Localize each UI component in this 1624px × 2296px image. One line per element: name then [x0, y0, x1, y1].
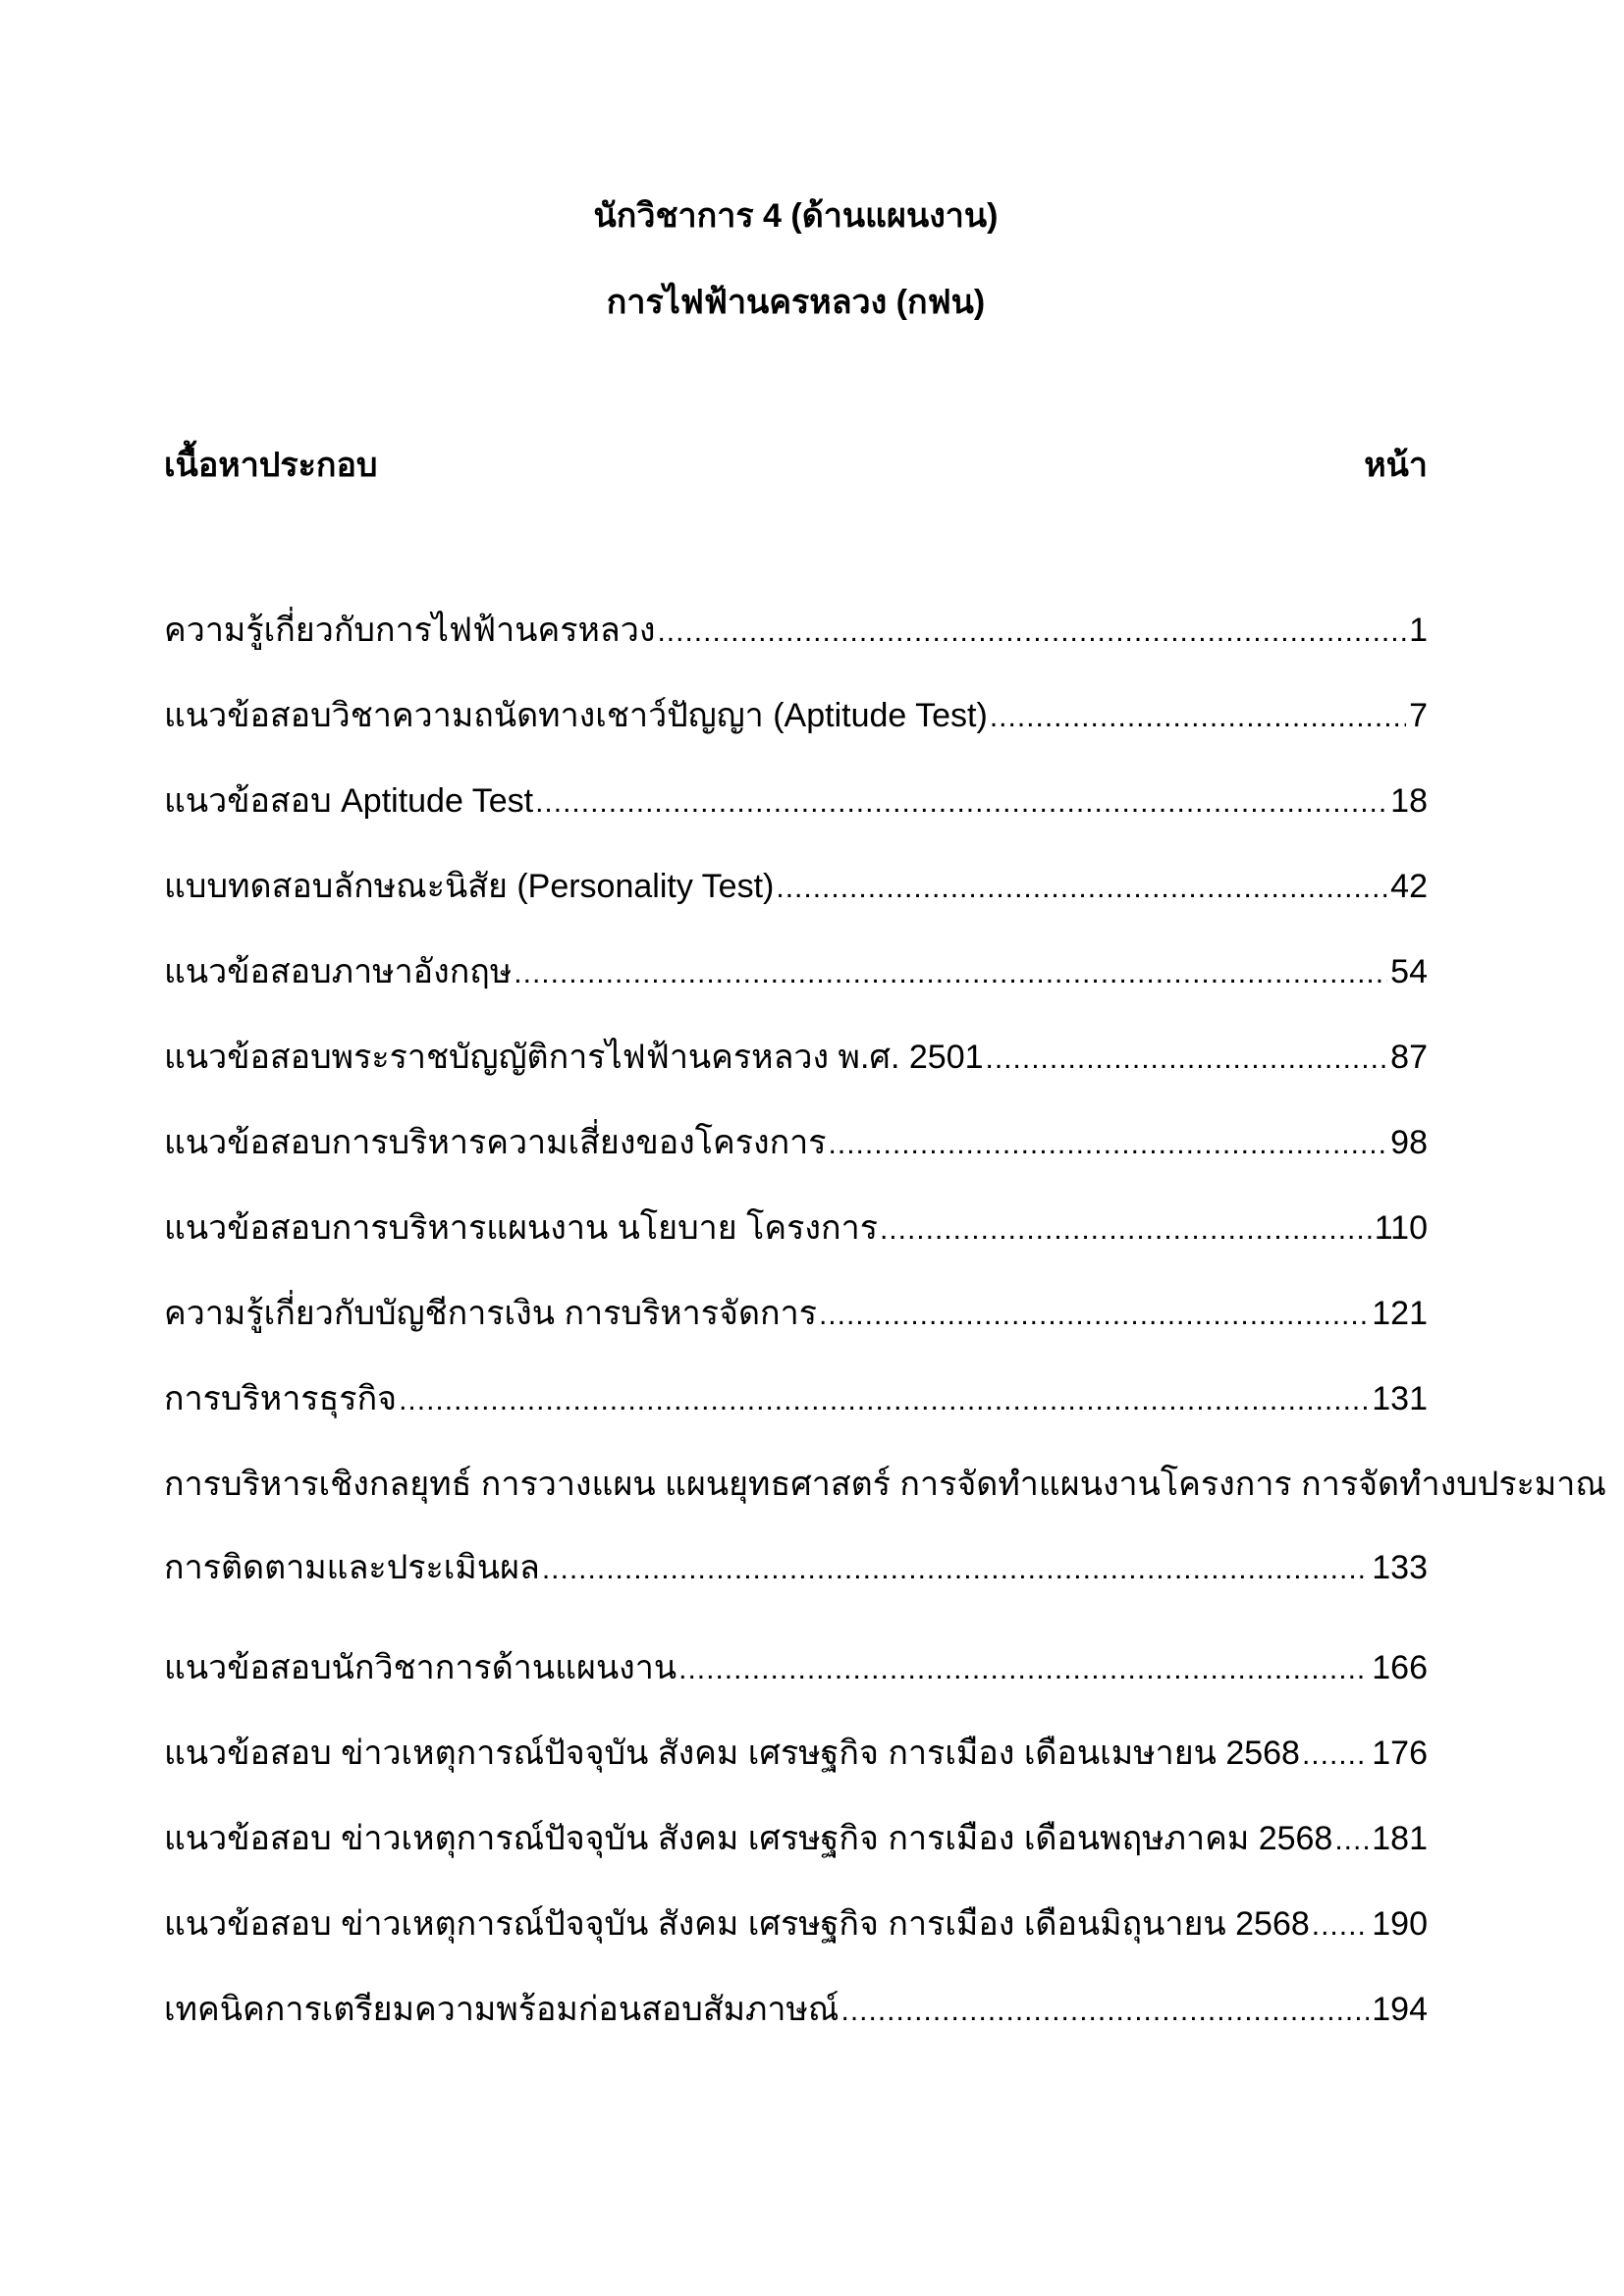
toc-entry-title: แนวข้อสอบ ข่าวเหตุการณ์ปัจจุบัน สังคม เศรษฐกิจ การเมือง เดือนเมษายน 2568: [164, 1735, 1300, 1772]
toc-entry-row: [164, 863, 1428, 912]
toc-entry-page-number: 190: [1372, 1905, 1428, 1943]
toc-leader-dots: [776, 865, 1387, 912]
toc-leader-dots: [678, 1646, 1369, 1693]
toc-list: [164, 607, 1606, 2035]
toc-entry-page-number: 181: [1372, 1820, 1428, 1857]
toc-entry-page-number: 176: [1372, 1735, 1428, 1772]
toc-leader-dots: [880, 1206, 1372, 1254]
toc-entry: [164, 777, 1428, 827]
toc-entry-page-number: 87: [1390, 1039, 1428, 1076]
toc-leader-dots: [990, 694, 1406, 741]
toc-entry-row: [164, 1119, 1428, 1168]
toc-entry-prefix-line: การบริหารเชิงกลยุทธ์ การวางแผน แผนยุทธศาสตร์ การจัดทำแผนงานโครงการ การจัดทำงบประมาณ: [164, 1466, 1606, 1503]
toc-entry-page-number: 131: [1372, 1380, 1428, 1417]
toc-leader-dots: [1334, 1817, 1369, 1864]
toc-entry-title: การติดตามและประเมินผล: [164, 1549, 540, 1586]
toc-entry: [164, 1119, 1428, 1168]
toc-entry-page-number: 54: [1390, 953, 1428, 990]
toc-entry-row: [164, 1730, 1428, 1779]
toc-entry-page-number: 18: [1390, 782, 1428, 820]
document-title: นักวิชาการ 4 (ด้านแผนงาน): [593, 197, 999, 235]
toc-leader-dots: [542, 1546, 1369, 1593]
document-subtitle: การไฟฟ้านครหลวง (กฟน): [606, 284, 986, 321]
toc-entry-row: [164, 777, 1428, 827]
toc-entry-row: [164, 1375, 1428, 1424]
toc-entry: [164, 1644, 1428, 1693]
toc-entry: [164, 1900, 1428, 1949]
toc-entry-row: [164, 1815, 1428, 1864]
toc-entry-row: [164, 1290, 1428, 1339]
toc-entry-title: เทคนิคการเตรียมความพร้อมก่อนสอบสัมภาษณ์: [164, 1991, 839, 2028]
toc-entry-row: [164, 1204, 1428, 1254]
toc-entry-title: แนวข้อสอบ ข่าวเหตุการณ์ปัจจุบัน สังคม เศรษฐกิจ การเมือง เดือนมิถุนายน 2568: [164, 1905, 1310, 1943]
toc-entry-title: แนวข้อสอบ Aptitude Test: [164, 782, 534, 820]
toc-entry: [164, 1730, 1428, 1779]
toc-entry-title: แนวข้อสอบพระราชบัญญัติการไฟฟ้านครหลวง พ.ศ. 2501: [164, 1039, 984, 1076]
toc-entry-row: [164, 692, 1428, 741]
toc-entry: [164, 1461, 1606, 1593]
toc-leader-dots: [535, 779, 1387, 827]
toc-entry-title: แนวข้อสอบภาษาอังกฤษ: [164, 953, 513, 990]
toc-entry-row: [164, 948, 1428, 997]
toc-entry-row: [164, 1986, 1428, 2035]
toc-entry-title: แนวข้อสอบการบริหารแผนงาน นโยบาย โครงการ: [164, 1209, 878, 1247]
toc-leader-dots: [657, 609, 1406, 656]
toc-entry-page-number: 133: [1372, 1549, 1428, 1586]
toc-header: [164, 442, 1428, 489]
toc-entry: [164, 863, 1428, 912]
toc-entry-row: [164, 607, 1428, 656]
toc-leader-dots: [1302, 1732, 1369, 1779]
toc-entry-page-number: 1: [1409, 612, 1428, 649]
toc-entry-title: แนวข้อสอบวิชาความถนัดทางเชาว์ปัญญา (Aptitude Test): [164, 697, 988, 734]
toc-entry: [164, 1375, 1428, 1424]
toc-entry-title: ความรู้เกี่ยวกับบัญชีการเงิน การบริหารจัดการ: [164, 1295, 817, 1332]
toc-leader-dots: [1312, 1902, 1370, 1949]
toc-entry-page-number: 110: [1374, 1209, 1428, 1247]
toc-header-content-label: เนื้อหาประกอบ: [164, 447, 378, 484]
toc-entry-row: [164, 1644, 1428, 1693]
toc-entry: [164, 1034, 1428, 1083]
toc-entry-page-number: 98: [1390, 1124, 1428, 1161]
toc-entry-title: แบบทดสอบลักษณะนิสัย (Personality Test): [164, 868, 775, 905]
toc-entry: [164, 1204, 1428, 1254]
toc-header-page-label: หน้า: [1364, 447, 1428, 484]
toc-entry-title: แนวข้อสอบนักวิชาการด้านแผนงาน: [164, 1649, 677, 1686]
toc-entry-page-number: 166: [1372, 1649, 1428, 1686]
toc-entry-title: แนวข้อสอบ ข่าวเหตุการณ์ปัจจุบัน สังคม เศรษฐกิจ การเมือง เดือนพฤษภาคม 2568: [164, 1820, 1333, 1857]
toc-entry-title: การบริหารธุรกิจ: [164, 1380, 398, 1417]
toc-entry-page-number: 7: [1409, 697, 1428, 734]
toc-leader-dots: [840, 1988, 1369, 2035]
toc-entry-title: ความรู้เกี่ยวกับการไฟฟ้านครหลวง: [164, 612, 656, 649]
toc-entry: [164, 948, 1428, 997]
toc-entry-page-number: 42: [1390, 868, 1428, 905]
toc-entry-page-number: 121: [1372, 1295, 1428, 1332]
toc-leader-dots: [819, 1292, 1369, 1339]
toc-entry: [164, 1986, 1428, 2035]
toc-leader-dots: [986, 1036, 1388, 1083]
toc-leader-dots: [514, 950, 1387, 997]
toc-entry-row: [164, 1034, 1428, 1083]
toc-leader-dots: [829, 1121, 1388, 1168]
toc-entry: [164, 1815, 1428, 1864]
toc-leader-dots: [399, 1377, 1369, 1424]
toc-entry-page-number: 194: [1372, 1991, 1428, 2028]
toc-entry: [164, 1290, 1428, 1339]
toc-entry-title: แนวข้อสอบการบริหารความเสี่ยงของโครงการ: [164, 1124, 827, 1161]
toc-entry: [164, 692, 1428, 741]
toc-entry: [164, 607, 1428, 656]
toc-entry-row: [164, 1900, 1428, 1949]
toc-entry-row: [164, 1544, 1428, 1593]
